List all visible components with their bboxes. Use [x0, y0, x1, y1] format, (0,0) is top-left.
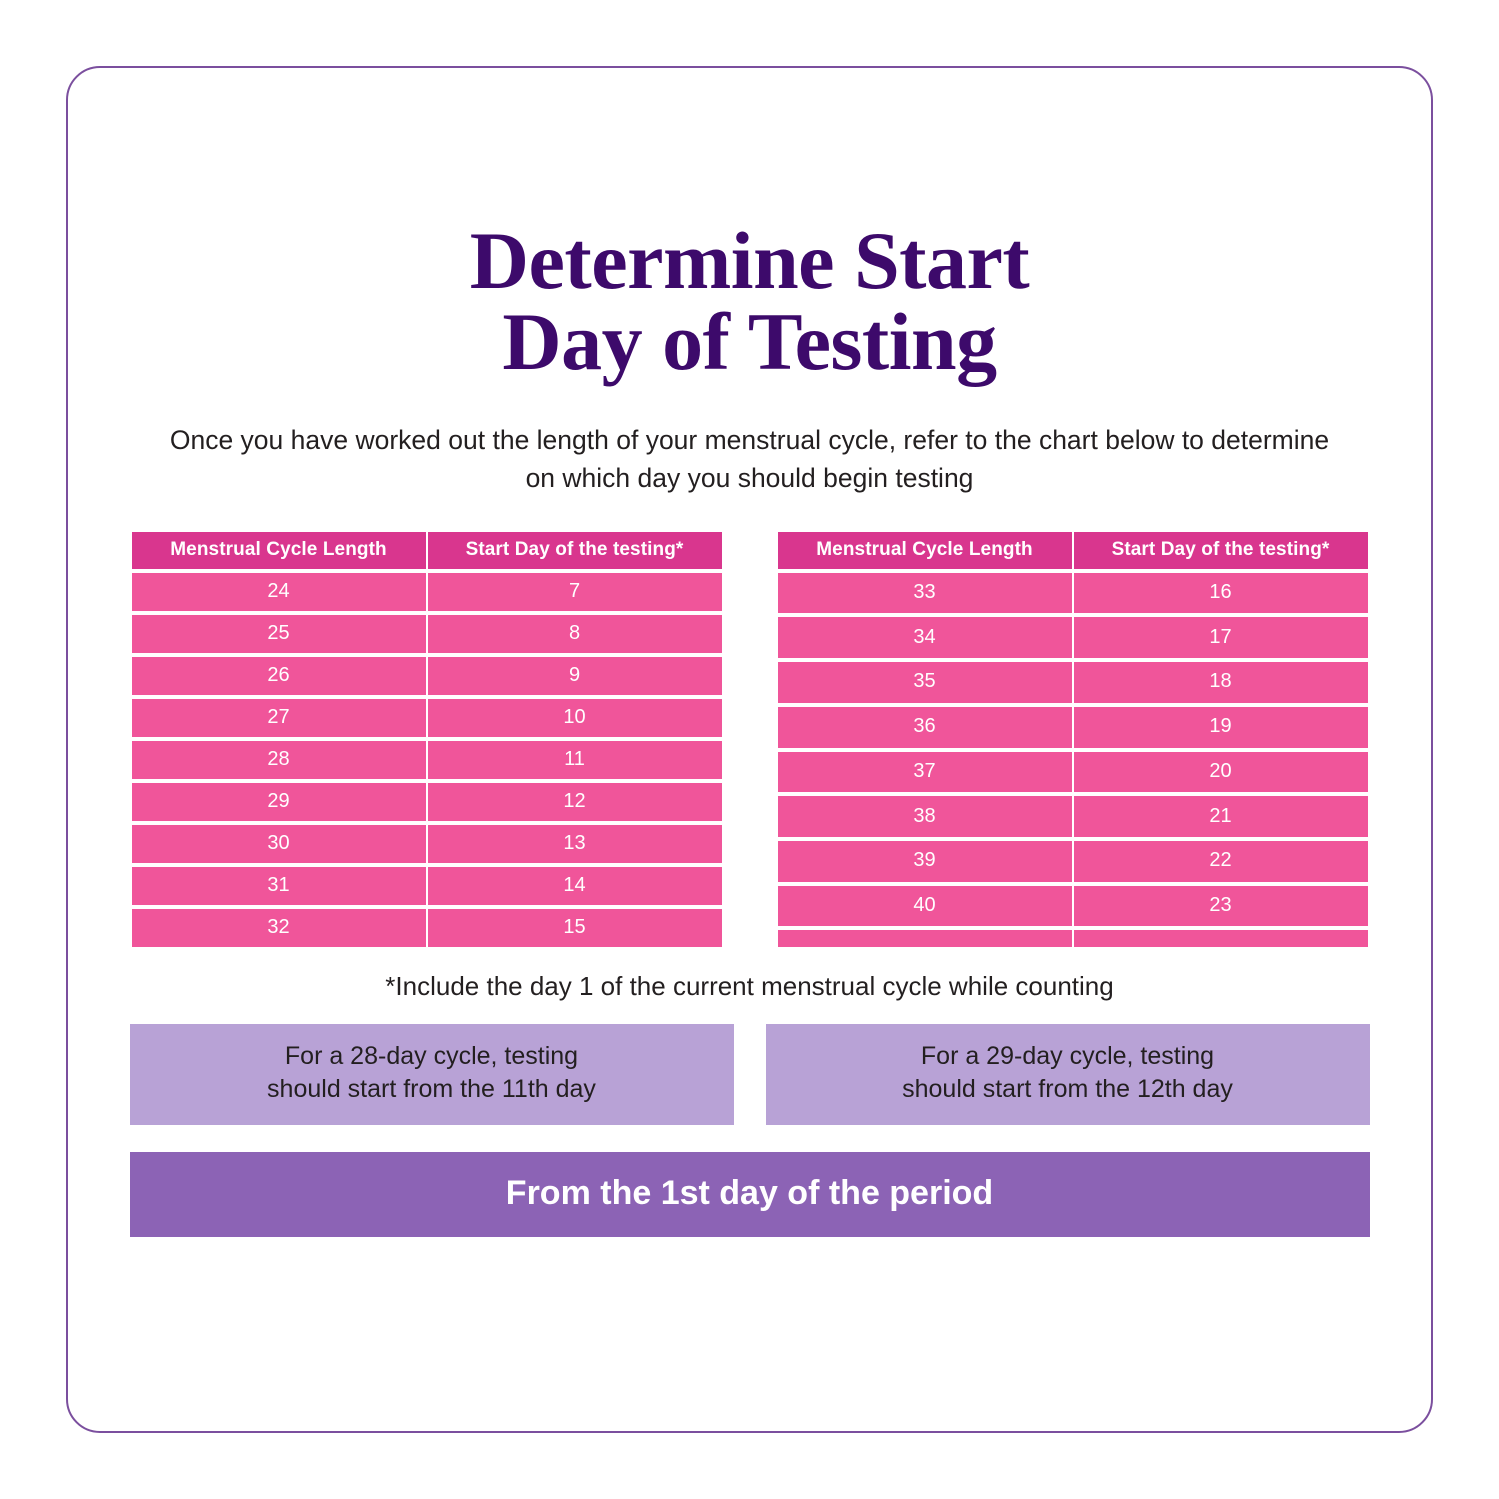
cell-cycle-length-empty	[778, 930, 1072, 946]
cell-start-day: 20	[1074, 752, 1368, 793]
cell-start-day-empty	[1074, 930, 1368, 946]
cell-start-day: 12	[428, 783, 722, 821]
column-header-start-day: Start Day of the testing*	[1074, 532, 1368, 569]
cell-cycle-length: 36	[778, 707, 1072, 748]
table-row	[778, 886, 1368, 927]
cell-cycle-length: 40	[778, 886, 1072, 927]
cell-cycle-length: 26	[132, 657, 426, 695]
cell-cycle-length: 30	[132, 825, 426, 863]
cell-start-day: 8	[428, 615, 722, 653]
table-row	[778, 796, 1368, 837]
cell-cycle-length: 27	[132, 699, 426, 737]
cell-cycle-length: 24	[132, 573, 426, 611]
cell-cycle-length: 28	[132, 741, 426, 779]
column-header-cycle-length: Menstrual Cycle Length	[132, 532, 426, 569]
column-header-cycle-length: Menstrual Cycle Length	[778, 532, 1072, 569]
cell-start-day: 21	[1074, 796, 1368, 837]
note-29-day-cycle	[766, 1024, 1370, 1125]
info-card	[66, 66, 1433, 1433]
table-row	[132, 825, 722, 863]
cell-start-day: 18	[1074, 662, 1368, 703]
table-row	[778, 617, 1368, 658]
table-row	[778, 662, 1368, 703]
cell-cycle-length: 34	[778, 617, 1072, 658]
cell-cycle-length: 33	[778, 573, 1072, 614]
note-28-day-line-2: should start from the 11th day	[267, 1075, 596, 1104]
table-row	[132, 783, 722, 821]
note-29-day-line-1: For a 29-day cycle, testing	[920, 1041, 1215, 1070]
table-row	[132, 657, 722, 695]
cell-cycle-length: 37	[778, 752, 1072, 793]
cycle-table-left	[130, 528, 724, 951]
note-28-day-line-1: For a 28-day cycle, testing	[284, 1041, 579, 1070]
cell-start-day: 19	[1074, 707, 1368, 748]
cell-start-day: 22	[1074, 841, 1368, 882]
cell-cycle-length: 31	[132, 867, 426, 905]
table-row-empty	[778, 930, 1368, 946]
intro-text: Once you have worked out the length of your menstrual cycle, refer to the chart below to determine on which day you should begin testing	[169, 425, 1330, 493]
cell-start-day: 13	[428, 825, 722, 863]
cell-start-day: 14	[428, 867, 722, 905]
cell-cycle-length: 29	[132, 783, 426, 821]
column-header-start-day: Start Day of the testing*	[428, 532, 722, 569]
table-row	[778, 707, 1368, 748]
page-title-line-2: Day of Testing	[502, 296, 997, 388]
table-row	[132, 867, 722, 905]
cell-start-day: 10	[428, 699, 722, 737]
table-header-row	[778, 532, 1368, 569]
cell-start-day: 11	[428, 741, 722, 779]
cycle-tables	[130, 528, 1370, 951]
cell-start-day: 16	[1074, 573, 1368, 614]
cell-start-day: 23	[1074, 886, 1368, 927]
table-row	[132, 909, 722, 947]
table-row	[132, 573, 722, 611]
page-title-line-1: Determine Start	[469, 215, 1030, 306]
cycle-table-right	[776, 528, 1370, 951]
table-row	[132, 615, 722, 653]
cell-cycle-length: 32	[132, 909, 426, 947]
note-28-day-cycle	[130, 1024, 734, 1125]
table-row	[778, 752, 1368, 793]
card-content	[68, 68, 1431, 1237]
page-title	[68, 68, 1431, 388]
cell-cycle-length: 25	[132, 615, 426, 653]
cell-start-day: 17	[1074, 617, 1368, 658]
footnote-text: *Include the day 1 of the current menstrual cycle while counting	[385, 970, 1114, 1001]
table-row	[778, 573, 1368, 614]
table-header-row	[132, 532, 722, 569]
cell-cycle-length: 38	[778, 796, 1072, 837]
cell-cycle-length: 35	[778, 662, 1072, 703]
cell-cycle-length: 39	[778, 841, 1072, 882]
cell-start-day: 15	[428, 909, 722, 947]
bottom-banner: From the 1st day of the period	[130, 1152, 1370, 1237]
table-row	[778, 841, 1368, 882]
cell-start-day: 7	[428, 573, 722, 611]
example-notes	[130, 1024, 1370, 1125]
table-row	[132, 741, 722, 779]
note-29-day-line-2: should start from the 12th day	[902, 1075, 1233, 1104]
table-row	[132, 699, 722, 737]
cell-start-day: 9	[428, 657, 722, 695]
